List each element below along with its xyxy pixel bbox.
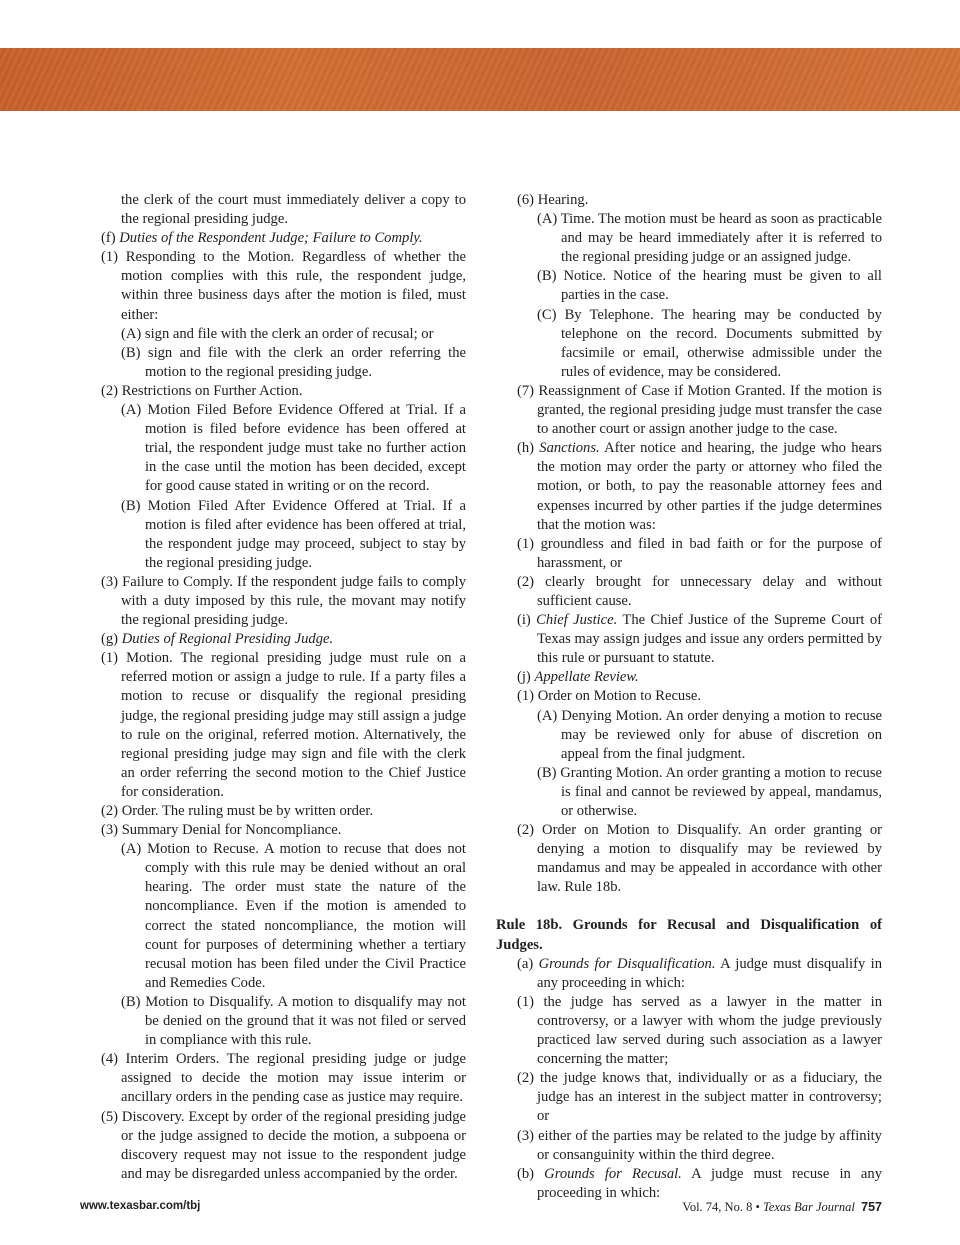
paragraph-text: Restrictions on Further Action.: [121, 382, 303, 399]
paragraph-text: clearly brought for unnecessary delay and without sufficient cause.: [537, 573, 882, 609]
item-label: (2): [101, 803, 119, 819]
spacer: [496, 897, 882, 916]
rule-paragraph: [496, 764, 882, 821]
paragraph-text: Notice. Notice of the hearing must be given to all parties in the case.: [561, 268, 882, 304]
item-label: (B): [537, 764, 557, 781]
item-label: (a): [517, 955, 534, 972]
rule-paragraph: [80, 802, 466, 821]
rule-paragraph: [80, 325, 466, 344]
rule-paragraph: [496, 993, 882, 1069]
paragraph-text: After notice and hearing, the judge who hears the motion may order the party or attorney who filed the motion, or both, to pay the reasonable attorney fees and expenses incurred by other parties if the judge determines that the motion was:: [537, 440, 882, 533]
item-label: (i): [517, 612, 531, 629]
item-label: (3): [517, 1127, 535, 1144]
rule-paragraph: [80, 840, 466, 993]
item-label: (3): [101, 822, 119, 839]
paragraph-text: Motion Filed After Evidence Offered at Trial. If a motion is filed after evidence has been offered at trial, the respondent judge may proceed, subject to stay by the regional presiding judge.: [145, 497, 466, 571]
item-label: (5): [101, 1108, 119, 1125]
rule-paragraph: [80, 344, 466, 382]
item-label: (B): [537, 268, 557, 285]
item-label: (3): [101, 573, 119, 590]
paragraph-text: the judge has served as a lawyer in the matter in controversy, or a lawyer with whom the judge previously practiced law served during such association as a lawyer concerning the matter;: [537, 993, 882, 1068]
rule-paragraph: [80, 497, 466, 573]
item-label: (h): [517, 440, 535, 457]
section-title: Sanctions.: [539, 440, 600, 457]
paragraph-text: Time. The motion must be heard as soon as practicable and may be heard immediately after it is referred to the regional presiding judge or an assigned judge.: [560, 211, 882, 266]
section-title: Duties of Regional Presiding Judge.: [121, 631, 334, 648]
footer-bullet: •: [755, 1200, 760, 1214]
item-label: (g): [101, 631, 119, 648]
item-label: (A): [121, 325, 142, 342]
footer-journal: Texas Bar Journal: [762, 1200, 855, 1214]
item-label: (7): [517, 382, 535, 399]
paragraph-text: either of the parties may be related to the judge by affinity or consanguinity within the third degree.: [537, 1127, 882, 1163]
rule-paragraph: [496, 1165, 882, 1203]
rule-paragraph: [496, 210, 882, 267]
left-column: [80, 191, 466, 1184]
page-number: 757: [861, 1200, 882, 1214]
paragraph-text: Interim Orders. The regional presiding judge or judge assigned to decide the motion may issue interim or ancillary orders in the pending case as justice may require.: [121, 1051, 466, 1106]
item-label: (f): [101, 230, 116, 247]
paragraph-text: sign and file with the clerk an order referring the motion to the regional presiding judge.: [145, 344, 466, 380]
item-label: (1): [517, 688, 535, 705]
section-title: Duties of the Respondent Judge; Failure to Comply.: [119, 230, 423, 247]
right-column: [496, 191, 882, 1203]
paragraph-text: Order on Motion to Disqualify. An order granting or denying a motion to disqualify may be reviewed by mandamus and may be appealed in accordance with other law. Rule 18b.: [537, 822, 882, 896]
item-label: (B): [121, 344, 141, 361]
item-label: (2): [517, 573, 535, 590]
item-label: (A): [121, 402, 142, 419]
rule-paragraph: [496, 535, 882, 573]
item-label: (4): [101, 1051, 119, 1068]
rule-paragraph: [496, 306, 882, 382]
rule-paragraph: [80, 649, 466, 802]
rule-paragraph: [496, 687, 882, 706]
rule-paragraph: [496, 955, 882, 993]
rule-paragraph: [496, 439, 882, 534]
item-label: (6): [517, 192, 535, 208]
rule-paragraph: [80, 401, 466, 496]
paragraph-text: the judge knows that, individually or as a fiduciary, the judge has an interest in the subject matter in controversy; or: [537, 1070, 882, 1125]
rule-paragraph: [496, 191, 882, 210]
item-label: (2): [101, 382, 119, 399]
item-label: (2): [517, 822, 535, 839]
rule-paragraph: [80, 229, 466, 248]
paragraph-text: The Chief Justice of the Supreme Court of Texas may assign judges and issue any orders permitted by this rule or pursuant to statute.: [537, 612, 883, 667]
rule-paragraph: [496, 573, 882, 611]
item-label: (1): [517, 993, 535, 1010]
paragraph-text: Order on Motion to Recuse.: [537, 688, 702, 705]
item-label: (1): [517, 535, 535, 552]
paragraph-text: A judge must disqualify in any proceeding in which:: [537, 955, 883, 991]
rule-heading: [496, 916, 882, 954]
paragraph-text: Denying Motion. An order denying a motion to recuse may be reviewed only for abuse of discretion on appeal from the final judgment.: [561, 707, 882, 762]
rule-paragraph: [80, 573, 466, 630]
paragraph-text: Summary Denial for Noncompliance.: [121, 822, 342, 839]
footer-citation: [682, 1200, 882, 1215]
item-label: (A): [537, 707, 558, 724]
paragraph-text: Reassignment of Case if Motion Granted. If the motion is granted, the regional presiding judge must transfer the case to another court or assign another judge to the case.: [537, 382, 882, 438]
paragraph-text: the clerk of the court must immediately deliver a copy to the regional presiding judge.: [121, 192, 466, 228]
rule-paragraph: [80, 191, 466, 229]
paragraph-text: Motion. The regional presiding judge must rule on a referred motion or assign a judge to rule. If a party files a motion to recuse or disqualify the regional presiding judge, the regional presiding judge may still assign a judge to rule on the original, referred motion. Alternatively, the regional presiding judge may sign and file with the clerk an order referring the second motion to the Chief Justice for consideration.: [121, 650, 466, 800]
item-label: (j): [517, 669, 531, 686]
rule-paragraph: [80, 248, 466, 324]
item-label: (B): [121, 993, 141, 1010]
header-band: [0, 48, 960, 111]
item-label: (B): [121, 497, 141, 514]
item-label: (C): [537, 306, 557, 323]
paragraph-text: Motion to Recuse. A motion to recuse that does not comply with this rule may be denied without an oral hearing. The order must state the nature of the noncompliance. Even if the motion is amended to correct the stated noncompliance, the motion will count for purposes of determining whether a tertiary recusal motion has been filed under the Civil Practice and Remedies Code.: [145, 841, 466, 991]
rule-paragraph: [496, 821, 882, 897]
paragraph-text: Failure to Comply. If the respondent judge fails to comply with a duty imposed by this rule, the movant may notify the regional presiding judge.: [121, 573, 466, 629]
rule-paragraph: [80, 821, 466, 840]
item-label: (A): [121, 841, 142, 858]
rule-paragraph: [496, 267, 882, 305]
section-title: Grounds for Disqualification.: [538, 955, 716, 972]
rule-paragraph: [80, 382, 466, 401]
rule-paragraph: [80, 993, 466, 1050]
paragraph-text: Rule 18b. Grounds for Recusal and Disqualification of Judges.: [496, 917, 882, 953]
item-label: (1): [101, 249, 119, 266]
paragraph-text: sign and file with the clerk an order of recusal; or: [144, 325, 434, 342]
rule-paragraph: [496, 382, 882, 439]
item-label: (b): [517, 1165, 535, 1182]
item-label: (2): [517, 1070, 535, 1087]
paragraph-text: Responding to the Motion. Regardless of whether the motion complies with this rule, the respondent judge, within three business days after the motion is filed, must either:: [121, 249, 467, 323]
paragraph-text: Motion to Disqualify. A motion to disqualify may not be denied on the ground that it was not filed or served in compliance with this rule.: [145, 993, 466, 1049]
paragraph-text: Hearing.: [537, 192, 589, 208]
section-title: Grounds for Recusal.: [544, 1165, 682, 1182]
section-title: Chief Justice.: [536, 612, 618, 629]
paragraph-text: Granting Motion. An order granting a motion to recuse is final and cannot be reviewed by appeal, mandamus, or otherwise.: [560, 764, 882, 819]
footer-volume: Vol. 74, No. 8: [682, 1200, 753, 1214]
item-label: (1): [101, 650, 119, 667]
paragraph-text: Discovery. Except by order of the regional presiding judge or the judge assigned to decide the motion, a subpoena or discovery request may not issue to the respondent judge and may be disregarded unless accompanied by the order.: [121, 1108, 466, 1182]
paragraph-text: Order. The ruling must be by written order.: [121, 803, 374, 819]
section-title: Appellate Review.: [534, 669, 639, 686]
paragraph-text: Motion Filed Before Evidence Offered at Trial. If a motion is filed before evidence has been offered at trial, the respondent judge must take no further action in the case until the motion has been decided, except for good cause stated in writing or on the record.: [145, 402, 466, 495]
paragraph-text: A judge must recuse in any proceeding in which:: [537, 1165, 882, 1201]
paragraph-text: By Telephone. The hearing may be conducted by telephone on the record. Documents submitted by facsimile or email, otherwise admissible under the rules of evidence, may be considered.: [561, 306, 882, 380]
footer-url[interactable]: www.texasbar.com/tbj: [80, 1200, 201, 1212]
rule-paragraph: [80, 1108, 466, 1184]
rule-paragraph: [496, 668, 882, 687]
item-label: (A): [537, 211, 558, 228]
rule-paragraph: [496, 707, 882, 764]
rule-paragraph: [496, 611, 882, 668]
rule-paragraph: [80, 630, 466, 649]
rule-paragraph: [496, 1069, 882, 1126]
rule-paragraph: [80, 1050, 466, 1107]
rule-paragraph: [496, 1127, 882, 1165]
paragraph-text: groundless and filed in bad faith or for the purpose of harassment, or: [537, 535, 882, 571]
